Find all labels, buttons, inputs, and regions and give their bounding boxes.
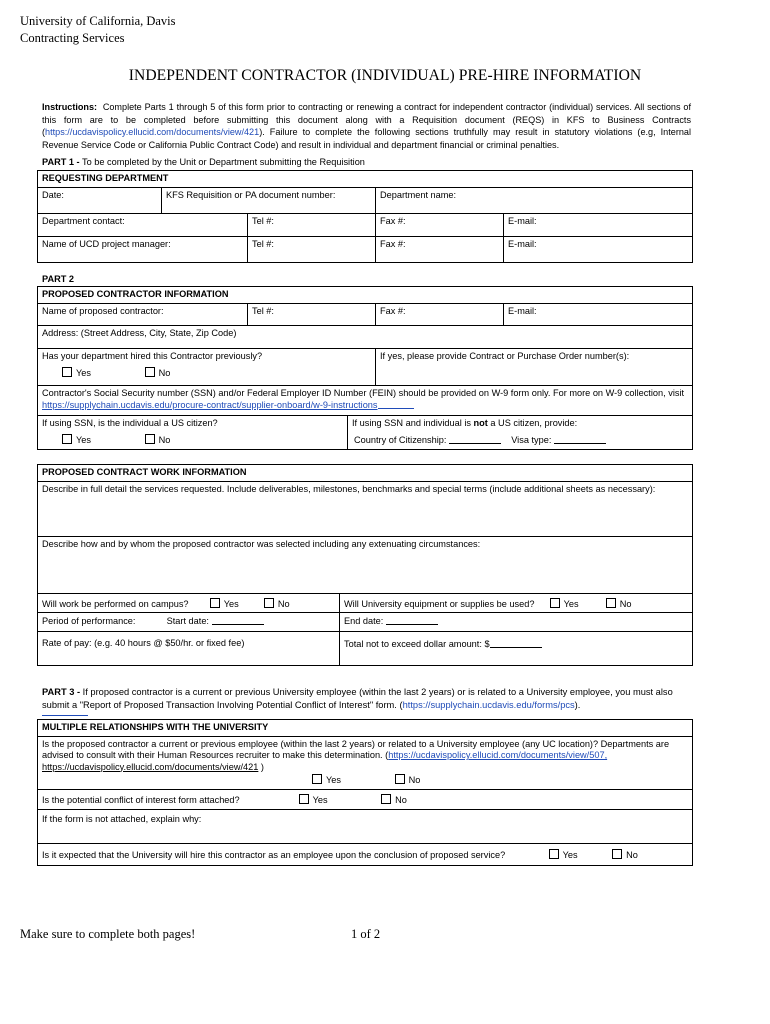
part3-text: If proposed contractor is a current or previous University employee (within the last 2 years) or is related to a University employee, you must also submit a "Report of Proposed Transaction Involving Potential Conflict of Interest" form. ( [42,687,673,710]
equipment-cell [340,593,693,613]
kfs-document-number-field[interactable]: KFS Requisition or PA document number: [162,187,376,213]
org-department: Contracting Services [20,31,125,45]
org-name: University of California, Davis [20,14,176,28]
contractor-address-field[interactable]: Address: (Street Address, City, State, Zip Code) [38,325,693,348]
department-tel-field[interactable]: Tel #: [248,213,376,236]
future-hire-yes-checkbox[interactable] [549,849,559,859]
part1-label [42,157,365,169]
part3-link-underline [42,715,88,716]
on-campus-no-checkbox[interactable] [264,598,274,608]
pcs-forms-link[interactable]: https://supplychain.ucdavis.edu/forms/pcs [402,699,575,710]
end-date-input[interactable] [386,615,438,625]
contractor-information-heading: PROPOSED CONTRACTOR INFORMATION [38,287,693,304]
contractor-tel-field[interactable]: Tel #: [248,303,376,325]
policy-421-link-2[interactable]: https://ucdavispolicy.ellucid.com/documents/view/421 [42,761,259,772]
equipment-no-checkbox[interactable] [606,598,616,608]
on-campus-cell [38,593,340,613]
page-title: INDEPENDENT CONTRACTOR (INDIVIDUAL) PRE-HIRE INFORMATION [128,67,642,84]
ssn-fein-note [38,385,693,415]
future-hire-cell [38,843,693,865]
citizen-yes-label: Yes [76,435,91,445]
equipment-yes-label: Yes [563,598,579,609]
multiple-relationships-table [37,719,693,866]
hired-previously-cell [38,348,376,385]
period-of-performance-label: Period of performance: [42,616,136,626]
contractor-information-table [37,286,693,450]
employee-yes-label: Yes [326,775,341,785]
department-fax-field[interactable]: Fax #: [376,213,504,236]
total-amount-cell [340,632,693,666]
part3-title: PART 3 - [42,687,81,697]
instructions-text: Complete Parts 1 through 5 of this form prior to contracting or renewing a contract for independent contractor (individual) services. All sections of this form are to be completed before submitting this document along with a Requisition document (REQS) in KFS to Business Contracts ( [42,102,691,138]
end-date-cell [340,613,693,632]
page-number: 1 of 2 [351,927,381,941]
part1-description: To be completed by the Unit or Department submitting the Requisition [79,157,365,167]
citizen-no-checkbox[interactable] [145,434,155,444]
contractor-name-field[interactable]: Name of proposed contractor: [38,303,248,325]
requesting-department-heading: REQUESTING DEPARTMENT [38,171,693,188]
part3-text-2: ). [574,699,581,710]
services-description-field[interactable]: Describe in full detail the services requested. Include deliverables, milestones, benchmarks and special terms (include additional sheets as necessary): [38,481,693,536]
department-email-field[interactable]: E-mail: [504,213,693,236]
us-citizen-cell [38,415,348,449]
coi-form-question: Is the potential conflict of interest form attached? [42,794,240,805]
country-of-citizenship-label: Country of Citizenship: [354,435,447,445]
coi-yes-checkbox[interactable] [299,794,309,804]
future-hire-no-checkbox[interactable] [612,849,622,859]
date-field[interactable]: Date: [38,187,162,213]
coi-explanation-field[interactable]: If the form is not attached, explain why: [38,809,693,843]
instructions-lead: Instructions: [42,102,98,112]
ssn-fein-text: Contractor's Social Security number (SSN) and/or Federal Employer ID Number (FEIN) should be provided on W-9 form only. For more on W-9 collection, visit [42,387,685,398]
project-manager-fax-field[interactable]: Fax #: [376,236,504,262]
contractor-fax-field[interactable]: Fax #: [376,303,504,325]
citizen-no-label: No [158,435,171,445]
footer-reminder: Make sure to complete both pages! [20,927,196,941]
instructions [42,101,691,151]
coi-no-checkbox[interactable] [381,794,391,804]
total-amount-input[interactable] [490,638,542,648]
citizen-yes-checkbox[interactable] [62,434,72,444]
on-campus-yes-label: Yes [223,598,239,609]
part3-intro [42,686,687,711]
hired-no-checkbox[interactable] [145,367,155,377]
department-name-field[interactable]: Department name: [376,187,693,213]
requesting-department-table [37,170,693,263]
work-information-table [37,464,693,666]
equipment-yes-checkbox[interactable] [550,598,560,608]
total-amount-label: Total not to exceed dollar amount: $ [344,639,490,649]
start-date-input[interactable] [212,615,264,625]
selection-description-field[interactable]: Describe how and by whom the proposed contractor was selected including any extenuating circumstances: [38,536,693,593]
part2-title: PART 2 [42,274,74,284]
end-date-label: End date: [344,616,384,626]
employee-relationship-cell: Is the proposed contractor a current or previous employee (within the last 2 years) or related to a University employee (any UC location)? Departments are advised to consult with their Human Resources recruiter to make this determination. (https://ucdavispolicy.ellucid.com/documents/view/507, https://ucdavispolicy.ellucid.com/documents/view/421 ) Yes No [38,736,693,789]
employee-yes-checkbox[interactable] [312,774,322,784]
instructions-text-2: ). Failure to complete the following sections truthfully may result in statutory violations (e.g, Internal Revenue Service Code or California Public Contract Code) and result in individual and department financial or criminal penalties. [42,127,691,150]
start-date-label: Start date: [166,616,209,626]
project-manager-email-field[interactable]: E-mail: [504,236,693,262]
contractor-email-field[interactable]: E-mail: [504,303,693,325]
visa-type-label: Visa type: [511,435,552,445]
period-start-cell [38,613,340,632]
part1-title: PART 1 - [42,157,80,167]
future-hire-yes-label: Yes [562,849,578,860]
coi-form-cell [38,789,693,809]
hired-yes-checkbox[interactable] [62,367,72,377]
work-information-heading: PROPOSED CONTRACT WORK INFORMATION [38,465,693,482]
future-hire-question: Is it expected that the University will hire this contractor as an employee upon the conclusion of proposed service? [42,849,506,860]
on-campus-question: Will work be performed on campus? [42,598,189,609]
hired-no-label: No [158,368,171,378]
country-of-citizenship-input[interactable] [449,434,501,444]
coi-no-label: No [395,794,407,805]
non-citizen-prompt: If using SSN and individual is not a US citizen, provide: [352,417,578,428]
contract-po-numbers-field[interactable]: If yes, please provide Contract or Purchase Order number(s): [376,348,693,385]
visa-type-input[interactable] [554,434,606,444]
on-campus-yes-checkbox[interactable] [210,598,220,608]
policy-507-link[interactable]: https://ucdavispolicy.ellucid.com/documents/view/507, [388,750,608,760]
employee-no-checkbox[interactable] [395,774,405,784]
us-citizen-question: If using SSN, is the individual a US citizen? [42,417,218,428]
department-contact-field[interactable]: Department contact: [38,213,248,236]
employee-no-label: No [408,775,421,785]
multiple-relationships-heading: MULTIPLE RELATIONSHIPS WITH THE UNIVERSITY [38,720,693,737]
future-hire-no-label: No [626,849,638,860]
equipment-question: Will University equipment or supplies be used? [344,598,535,609]
non-citizen-cell [348,415,693,449]
policy-421-link[interactable]: https://ucdavispolicy.ellucid.com/documents/view/421 [45,127,260,138]
project-manager-tel-field[interactable]: Tel #: [248,236,376,262]
on-campus-no-label: No [277,598,290,609]
coi-yes-label: Yes [312,794,328,805]
hired-previously-question: Has your department hired this Contractor previously? [42,350,263,361]
employee-relationship-question: Is the proposed contractor a current or previous employee (within the last 2 years) or related to a University employee (any UC location)? Departments are advised to consult with their Human Resources recruiter to make this determination. ( [42,738,670,760]
rate-of-pay-field[interactable]: Rate of pay: (e.g. 40 hours @ $50/hr. or fixed fee) [38,632,340,666]
equipment-no-label: No [619,598,632,609]
w9-instructions-link[interactable]: https://supplychain.ucdavis.edu/procure-contract/supplier-onboard/w-9-instructions [42,400,378,410]
project-manager-field[interactable]: Name of UCD project manager: [38,236,248,262]
hired-yes-label: Yes [76,368,91,378]
